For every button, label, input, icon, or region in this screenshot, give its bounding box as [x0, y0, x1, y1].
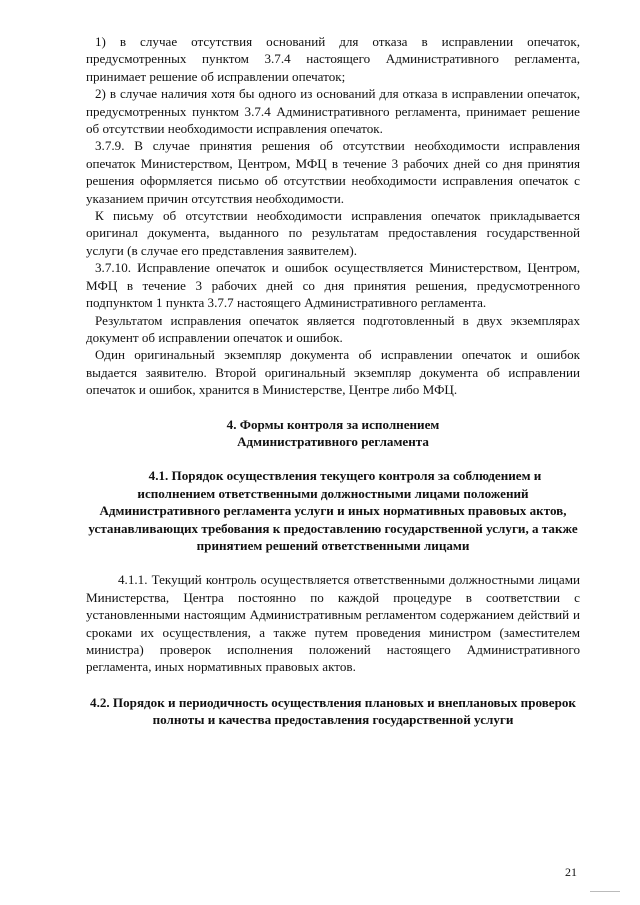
section-4-title: [86, 416, 580, 451]
paragraph-3-7-10: 3.7.10. Исправление опечаток и ошибок осуществляется Министерством, Центром, МФЦ в течение 3 рабочих дней со дня принятия решения, предусмотренного подпунктом 1 пункта 3.7.7 настоящего Административного регламента.: [86, 260, 580, 311]
scan-mark-divider: [590, 891, 620, 892]
section-4-title-line2: Административного регламента: [237, 433, 429, 449]
document-body: [86, 33, 580, 729]
paragraph-4-1-1: 4.1.1. Текущий контроль осуществляется ответственными должностными лицами Министерства, Центра постоянно по каждой процедуре в соответствии с установленными настоящим Административным регламентом содержанием действий и сроками их осуществления, а также путем проведения министром (заместителем министра) проверок исполнения положений настоящего Административного регламента, иных нормативных правовых актов.: [86, 572, 580, 675]
paragraph-original-copy: Один оригинальный экземпляр документа об исправлении опечаток и ошибок выдается заявителю. Второй оригинальный экземпляр документа об исправлении опечаток и ошибок, хранится в Министерстве, Центре либо МФЦ.: [86, 347, 580, 398]
paragraph-item-1: 1) в случае отсутствия оснований для отказа в исправлении опечаток, предусмотренных пунктом 3.7.4 настоящего Административного регламента, принимает решение об исправлении опечаток;: [86, 34, 580, 84]
subsection-4-1-title: 4.1. Порядок осуществления текущего контроля за соблюдением и исполнением ответственными должностными лицами положений Административного регламента услуги и иных нормативных правовых актов, устанавливающих требования к предоставлению государственной услуги, а также принятием решений ответственными лицами: [88, 468, 578, 553]
section-4-title-line1: 4. Формы контроля за исполнением: [226, 416, 440, 432]
paragraph-result: Результатом исправления опечаток является подготовленный в двух экземплярах документ об исправлении опечаток и ошибок.: [86, 312, 580, 345]
page-number: 21: [565, 865, 577, 879]
paragraph-3-7-9: 3.7.9. В случае принятия решения об отсутствии необходимости исправления опечаток Министерством, Центром, МФЦ в течение 3 рабочих дней со дня принятия решения оформляется письмо об отсутствии необходимости исправления опечаток с указанием причин отсутствия необходимости.: [86, 138, 580, 206]
paragraph-item-2: 2) в случае наличия хотя бы одного из оснований для отказа в исправлении опечаток, предусмотренных пунктом 3.7.4 Административного регламента, принимает решение об отсутствии необходимости исправления опечаток.: [86, 86, 580, 137]
subsection-4-2-title: 4.2. Порядок и периодичность осуществления плановых и внеплановых проверок полноты и качества предоставления государственной услуги: [90, 694, 576, 728]
paragraph-letter-attachment: К письму об отсутствии необходимости исправления опечаток прикладывается оригинал документа, выданного по результатам предоставления государственной услуги (в случае его представления заявителем).: [86, 208, 580, 258]
